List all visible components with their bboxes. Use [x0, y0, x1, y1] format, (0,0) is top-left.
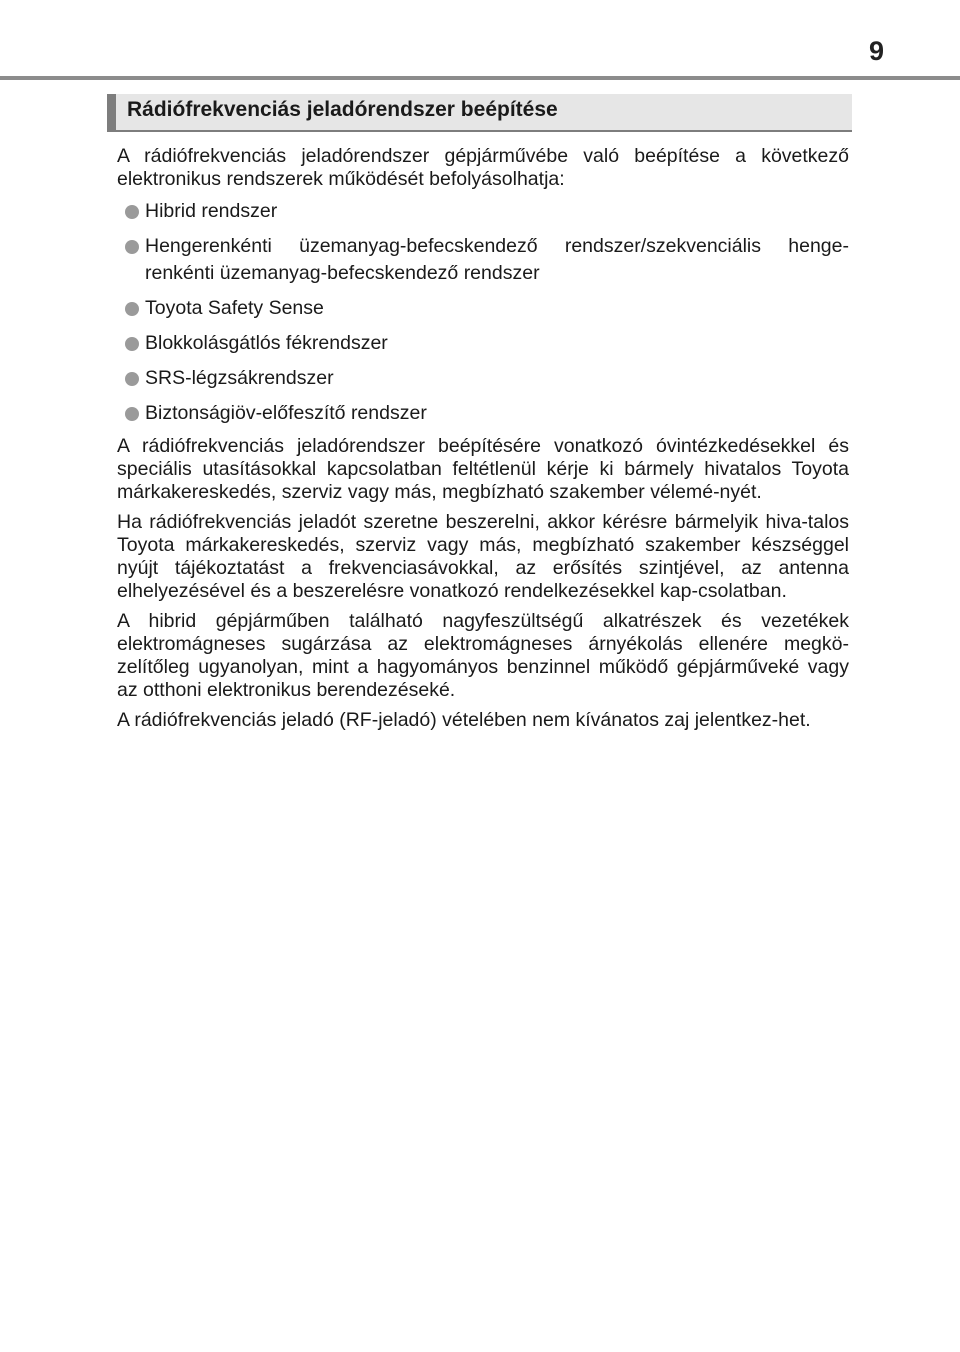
- list-item: [117, 330, 849, 357]
- bullet-dot-icon: [125, 337, 139, 351]
- page-content: [117, 145, 849, 739]
- bullet-dot-icon: [125, 372, 139, 386]
- bullet-dot-icon: [125, 302, 139, 316]
- list-item-text: Blokkolásgátlós fékrendszer: [145, 332, 388, 354]
- list-item: [117, 198, 849, 225]
- page-number: 9: [868, 36, 884, 66]
- body-paragraph: Ha rádiófrekvenciás jeladót szeretne beszerelni, akkor kérésre bármelyik hiva-talos Toyota márkakereskedés, szerviz vagy más, megbízható szakember készséggel nyújt tájékoztatást a frekvenciasávokkal, az erősítés szintjével, az antenna elhelyezésével és a beszerelésre vonatkozó rendelkezésekkel kap-csolatban.: [117, 511, 849, 602]
- section-rule: [107, 130, 852, 132]
- list-item: [117, 365, 849, 392]
- top-rule: [0, 76, 960, 80]
- list-item-text: SRS-légzsákrendszer: [145, 367, 334, 389]
- bullet-dot-icon: [125, 240, 139, 254]
- section-title: Rádiófrekvenciás jeladórendszer beépítése: [127, 98, 558, 121]
- body-paragraph: A hibrid gépjárműben található nagyfeszültségű alkatrészek és vezetékek elektromágneses sugárzása az elektromágneses árnyékolás ellenére megkö-zelítőleg ugyanolyan, mint a hagyományos benzinnel működő gépjárműveké vagy az otthoni elektronikus berendezéseké.: [117, 610, 849, 701]
- list-item-text: Biztonságiöv-előfeszítő rendszer: [145, 402, 427, 424]
- intro-paragraph: A rádiófrekvenciás jeladórendszer gépjárművébe való beépítése a következő elektronikus rendszerek működését befolyásolhatja:: [117, 145, 849, 190]
- list-item: [117, 233, 849, 287]
- list-item: [117, 400, 849, 427]
- list-item-text: Hengerenkénti üzemanyag-befecskendező rendszer/szekvenciális henge-renkénti üzemanyag-befecskendező rendszer: [145, 235, 849, 284]
- list-item: [117, 295, 849, 322]
- list-item-text: Toyota Safety Sense: [145, 297, 324, 319]
- bullet-list: [117, 198, 849, 427]
- bullet-dot-icon: [125, 205, 139, 219]
- section-header: [107, 94, 852, 130]
- bullet-dot-icon: [125, 407, 139, 421]
- body-paragraph: A rádiófrekvenciás jeladó (RF-jeladó) vételében nem kívánatos zaj jelentkez-het.: [117, 709, 811, 731]
- list-item-text: Hibrid rendszer: [145, 200, 278, 222]
- body-paragraph: A rádiófrekvenciás jeladórendszer beépítésére vonatkozó óvintézkedésekkel és speciális utasításokkal kapcsolatban feltétlenül kérje ki bármely hivatalos Toyota márkakereskedés, szerviz vagy más, megbízható szakember vélemé-nyét.: [117, 435, 849, 503]
